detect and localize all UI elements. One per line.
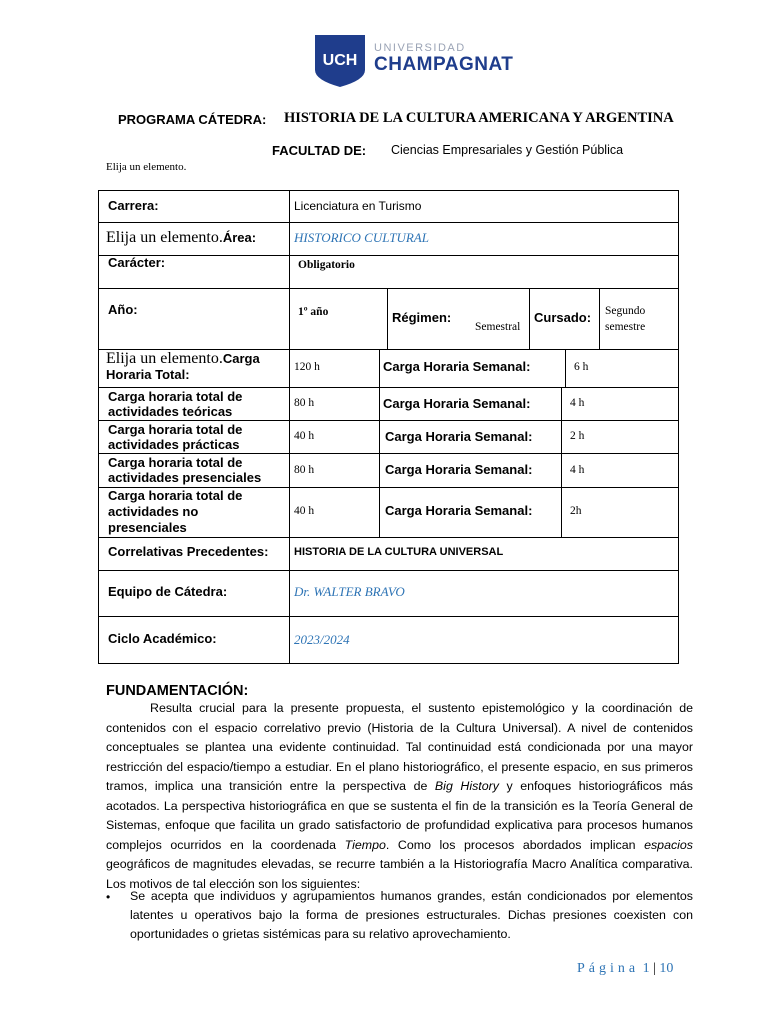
carga-no-presenciales-weekly-value: 2h	[570, 505, 582, 517]
carga-practicas-weekly-label: Carga Horaria Semanal:	[385, 429, 533, 444]
carga-presenciales-label: Carga horaria total de actividades presenciales	[108, 455, 262, 485]
fundamentacion-title: FUNDAMENTACIÓN:	[106, 683, 249, 699]
page-total: 10	[659, 961, 674, 976]
carga-total-label-group	[106, 351, 286, 383]
carga-no-presenciales-label: Carga horaria total de actividades no presenciales	[108, 488, 243, 535]
choose-element-placeholder[interactable]: Elija un elemento.	[106, 161, 187, 173]
logo-line-1: UNIVERSIDAD	[374, 42, 466, 54]
equipo-label: Equipo de Cátedra:	[108, 584, 228, 599]
cursado-value-line-1: Segundo	[605, 305, 646, 317]
carga-presenciales-weekly-value: 4 h	[570, 464, 585, 476]
equipo-value: Dr. WALTER BRAVO	[294, 584, 405, 599]
correlativas-value: HISTORIA DE LA CULTURA UNIVERSAL	[294, 546, 504, 558]
page-separator: |	[653, 961, 656, 976]
bullet-item: Se acepta que individuos y agrupamientos humanos grandes, están condicionados por elementos latentes u operativos bajo la forma de presiones estructurales. Dichas presiones coexisten con oportunidades o grietas sistémicas para su relativo aprovechamiento.	[130, 889, 693, 941]
faculty-value: Ciencias Empresariales y Gestión Pública	[391, 143, 624, 157]
regimen-value: Semestral	[475, 321, 521, 333]
cursado-value	[605, 303, 645, 335]
carga-teoricas-weekly-label: Carga Horaria Semanal:	[383, 396, 531, 411]
shield-logo-icon	[314, 34, 366, 88]
carga-presenciales-value: 80 h	[294, 464, 315, 476]
ciclo-value: 2023/2024	[294, 632, 350, 647]
caracter-value: Obligatorio	[298, 259, 355, 271]
paragraph-part-4: geográficos de magnitudes elevadas, se recurre también a la Historiografía Macro Analítica comparativa. Los motivos de tal elección son los siguientes:	[106, 857, 693, 891]
regimen-label: Régimen:	[392, 310, 452, 325]
carga-practicas-value: 40 h	[294, 430, 315, 442]
logo-line-2: CHAMPAGNAT	[374, 54, 514, 75]
logo-initials: UCH	[322, 52, 358, 69]
cursado-label: Cursado:	[534, 310, 592, 325]
university-logo	[314, 34, 514, 88]
carga-teoricas-label: Carga horaria total de actividades teóricas	[108, 389, 243, 419]
faculty-label: FACULTAD DE:	[272, 143, 367, 158]
carrera-value: Licenciatura en Turismo	[294, 199, 422, 213]
carga-total-choose-element[interactable]: Elija un elemento.	[106, 350, 223, 367]
caracter-label: Carácter:	[108, 255, 166, 270]
area-choose-element[interactable]: Elija un elemento.	[106, 229, 223, 246]
paragraph-part-3: . Como los procesos abordados implican	[385, 837, 645, 852]
area-label-group	[106, 229, 256, 247]
carrera-label: Carrera:	[108, 198, 159, 213]
correlativas-label: Correlativas Precedentes:	[108, 544, 269, 559]
program-title: HISTORIA DE LA CULTURA AMERICANA Y ARGENTINA	[284, 110, 674, 126]
carga-practicas-label: Carga horaria total de actividades prácticas	[108, 422, 243, 452]
page-current: 1	[642, 961, 650, 976]
carga-practicas-weekly-value: 2 h	[570, 430, 585, 442]
page-word: Página	[577, 961, 640, 976]
paragraph-part-2: y enfoques historiográficos más acotados. La perspectiva historiográfica en que se sustenta el fin de la transición es la Teoría General de Sistemas, enfoque que facilita un grado satisfactorio de profundidad explicativa para procesos humanos complejos ocurridos en la coordenada	[106, 779, 693, 852]
carga-total-label: Carga Horaria Total:	[106, 351, 260, 382]
paragraph-emphasis-big-history: Big History	[434, 779, 499, 793]
carga-total-value: 120 h	[294, 361, 320, 373]
bullet-icon: •	[106, 890, 111, 904]
carga-teoricas-weekly-value: 4 h	[570, 397, 585, 409]
anio-label: Año:	[108, 302, 138, 317]
area-label: Área:	[222, 230, 257, 245]
area-value: HISTORICO CULTURAL	[294, 230, 429, 245]
course-info-table	[98, 190, 679, 664]
cursado-value-line-2: semestre	[605, 321, 646, 333]
carga-total-weekly-label: Carga Horaria Semanal:	[383, 359, 531, 374]
carga-teoricas-value: 80 h	[294, 397, 315, 409]
anio-value: 1º año	[298, 306, 328, 318]
program-label: PROGRAMA CÁTEDRA:	[118, 112, 267, 127]
carga-total-weekly-value: 6 h	[574, 361, 589, 373]
ciclo-label: Ciclo Académico:	[108, 631, 217, 646]
paragraph-emphasis-tiempo: Tiempo	[344, 837, 386, 852]
paragraph-emphasis-espacios: espacios	[644, 837, 693, 852]
paragraph-part-1: Resulta crucial para la presente propuesta, el sustento epistemológico y la coordinación de contenidos con el espacio correlativo previo (Historia de la Cultura Universal). A nivel de contenidos conceptuales se plantea una evidente continuidad. Tal continuidad está condicionada por una mayor restricción del espacio/tiempo a estudiar. En el plano historiográfico, el presente espacio, en sus primeros tramos, implica una transición entre la perspectiva de	[106, 701, 693, 793]
fundamentacion-paragraph	[106, 699, 693, 894]
carga-no-presenciales-value: 40 h	[294, 505, 315, 517]
carga-no-presenciales-weekly-label: Carga Horaria Semanal:	[385, 503, 533, 518]
page-number-footer	[577, 961, 673, 977]
carga-presenciales-weekly-label: Carga Horaria Semanal:	[385, 462, 533, 477]
